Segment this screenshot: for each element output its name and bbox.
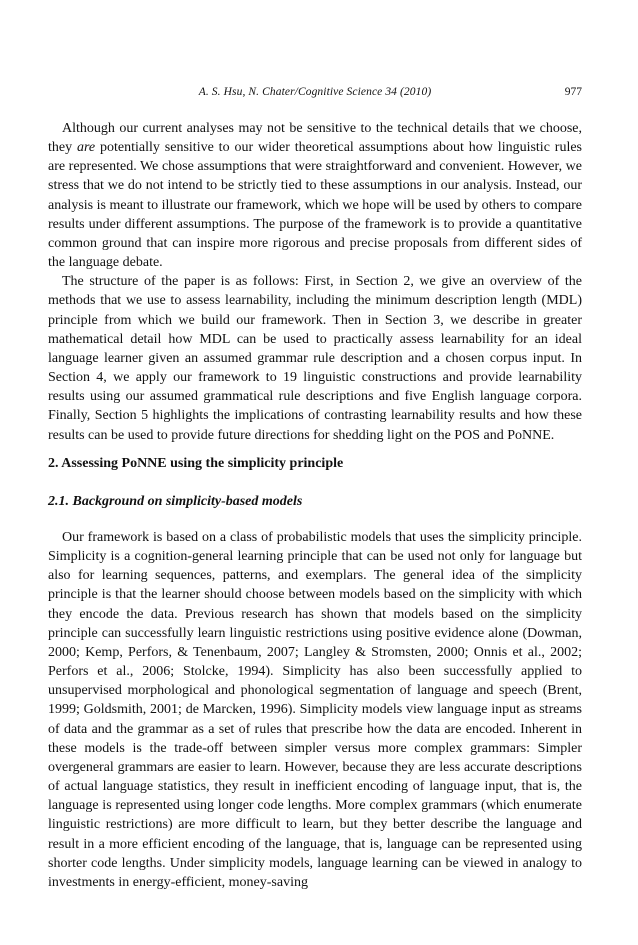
running-title: A. S. Hsu, N. Chater/Cognitive Science 34 (2010) [198,86,432,98]
paragraph-1-emphasis: are [77,140,96,156]
paragraph-3: Our framework is based on a class of probabilistic models that uses the simplicity principle. Simplicity is a cognition-general learning principle that can be used not only for language but also for learning sequences, patterns, and exemplars. The general idea of the simplicity principle is that the learner should choose between models based on the simplicity with which they encode the data. Previous research has shown that models based on the simplicity principle can successfully learn linguistic restrictions using positive evidence alone (Dowman, 2000; Kemp, Perfors, & Tenenbaum, 2007; Langley & Stromsten, 2000; Onnis et al., 2002; Perfors et al., 2006; Stolcke, 1994). Simplicity has also been successfully applied to unsupervised morphological and phonological segmentation of language and speech (Brent, 1999; Goldsmith, 2001; de Marcken, 1996). Simplicity models view language input as streams of data and the grammar as a set of rules that prescribe how the data are encoded. Inherent in these models is the trade-off between simpler versus more complex grammars: Simpler overgeneral grammars are easier to learn. However, because they are less accurate descriptions of actual language statistics, they result in inefficient encoding of language input, that is, the language is represented using longer code lengths. More complex grammars (which enumerate linguistic restrictions) are more difficult to learn, but they better describe the language and result in a more efficient encoding of the language, that is, language can be represented using shorter code lengths. Under simplicity models, language learning can be viewed in analogy to investments in energy-efficient, money-saving [48,530,582,890]
page-number: 977 [564,86,582,98]
section-heading: 2. Assessing PoNNE using the simplicity principle [48,456,344,471]
paragraph-2: The structure of the paper is as follows: First, in Section 2, we give an overview of the methods that we use to assess learnability, including the minimum description length (MDL) principle from which we build our framework. Then in Section 3, we describe in greater mathematical detail how MDL can be used to practically assess learnability for an ideal language learner given an assumed grammar rule description and a chosen corpus input. In Section 4, we apply our framework to 19 linguistic constructions and provide learnability results using our assumed grammatical rule descriptions and five English language corpora. Finally, Section 5 highlights the implications of contrasting learnability results and how these results can be used to provide future directions for shedding light on the POS and PoNNE. [48,274,582,443]
paragraph-1 [48,119,582,272]
paragraph-1-start: Although our current analyses may not be sensitive to the technical details that we choose, they [48,121,582,156]
running-header [48,86,582,102]
body-text-top [48,119,582,445]
subsection-heading: 2.1. Background on simplicity-based models [48,494,303,509]
body-text-bottom [48,528,582,892]
paragraph-1-end: potentially sensitive to our wider theoretical assumptions about how linguistic rules are represented. We chose assumptions that were straightforward and convenient. However, we stress that we do not intend to be strictly tied to these assumptions in our analysis. Instead, our analysis is meant to illustrate our framework, which we hope will be used by others to compare results under different assumptions. The purpose of the framework is to provide a quantitative common ground that can inspire more rigorous and precise proposals from different sides of the language debate. [48,140,583,271]
